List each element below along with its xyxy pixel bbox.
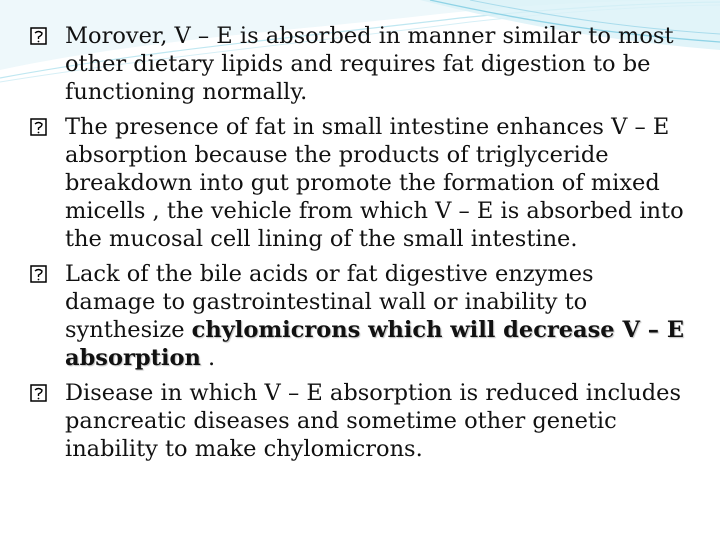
bullet-text: Morover, V – E is absorbed in manner similar to most other dietary lipids and requires fat digestion to be functioning normally. <box>65 23 674 105</box>
bullet-text: Disease in which V – E absorption is reduced includes pancreatic diseases and sometime other genetic inability to make chylomicrons. <box>65 380 682 462</box>
bullet-item <box>30 22 690 106</box>
bullet-text: Lack of the bile acids or fat digestive enzymes damage to gastrointestinal wall or inability to synthesize <box>65 261 594 343</box>
bullet-text-end: . <box>200 345 216 371</box>
bullet-text: The presence of fat in small intestine enhances V – E absorption because the products of triglyceride breakdown into gut promote the formation of mixed micells , the vehicle from which V – E is absorbed into the mucosal cell lining of the small intestine. <box>65 114 684 252</box>
bullet-bold-text: chylomicrons which will decrease V – E absorption <box>65 317 684 371</box>
bullet-item <box>30 260 690 372</box>
missing-glyph-box-icon <box>30 384 47 402</box>
missing-glyph-box-icon <box>30 118 47 136</box>
bullet-item <box>30 379 690 463</box>
bullet-item <box>30 113 690 253</box>
missing-glyph-box-icon <box>30 265 47 283</box>
missing-glyph-box-icon <box>30 27 47 45</box>
slide-body <box>30 22 690 470</box>
